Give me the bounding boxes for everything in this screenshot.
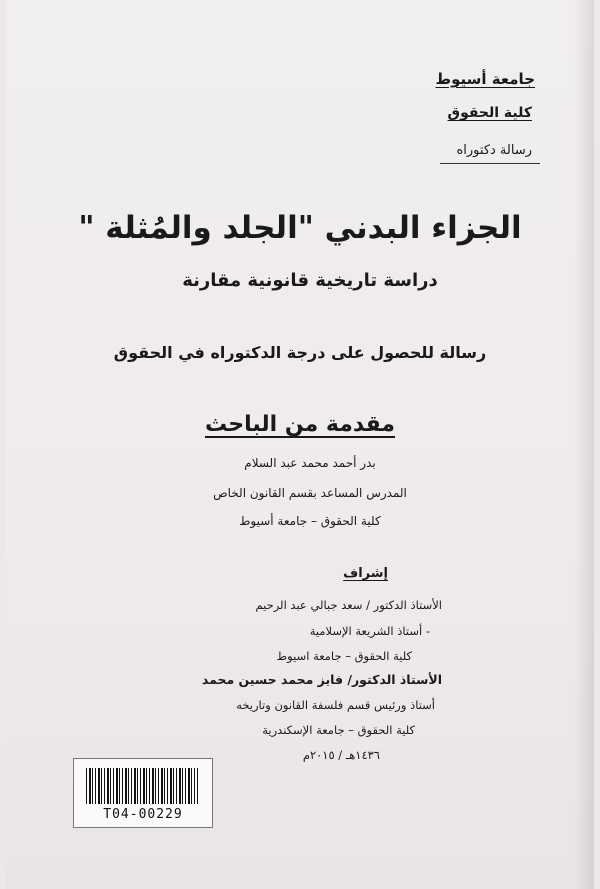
supervisor-1-name: الأستاذ الدكتور / سعد جبالي عبد الرحيم bbox=[255, 598, 442, 612]
barcode-icon bbox=[86, 768, 198, 804]
supervision-heading: إشراف bbox=[343, 566, 388, 581]
supervisor-2-title: أستاذ ورئيس قسم فلسفة القانون وتاريخه bbox=[236, 698, 435, 712]
university-name: جامعة أسيوط bbox=[435, 70, 535, 88]
author-affiliation: كلية الحقوق – جامعة أسيوط bbox=[239, 514, 381, 528]
thesis-title: الجزاء البدني "الجلد والمُثلة " bbox=[78, 210, 522, 246]
barcode-label bbox=[73, 758, 213, 828]
thesis-purpose: رسالة للحصول على درجة الدكتوراه في الحقوق bbox=[113, 343, 487, 362]
supervisor-2-name: الأستاذ الدكتور/ فايز محمد حسين محمد bbox=[201, 672, 442, 687]
supervisor-2-affiliation: كلية الحقوق – جامعة الإسكندرية bbox=[262, 723, 415, 737]
supervisor-1-title: - أستاذ الشريعة الإسلامية bbox=[309, 624, 430, 638]
author-name: بدر أحمد محمد عبد السلام bbox=[244, 456, 376, 470]
thesis-date: ١٤٣٦هـ / ٢٠١٥م bbox=[302, 748, 380, 762]
thesis-subtitle: دراسة تاريخية قانونية مقارنة bbox=[182, 270, 438, 291]
author-position: المدرس المساعد بقسم القانون الخاص bbox=[213, 486, 407, 500]
barcode-code: T04-00229 bbox=[103, 807, 183, 822]
document-page bbox=[6, 0, 594, 889]
page-edge-shadow bbox=[574, 0, 594, 889]
document-type: رسالة دكتوراه bbox=[456, 143, 532, 158]
supervisor-1-affiliation: كلية الحقوق – جامعة اسيوط bbox=[276, 649, 412, 663]
faculty-name: كلية الحقوق bbox=[447, 105, 532, 121]
presented-by-heading: مقدمة من الباحث bbox=[204, 412, 396, 437]
header-underline bbox=[440, 163, 540, 164]
